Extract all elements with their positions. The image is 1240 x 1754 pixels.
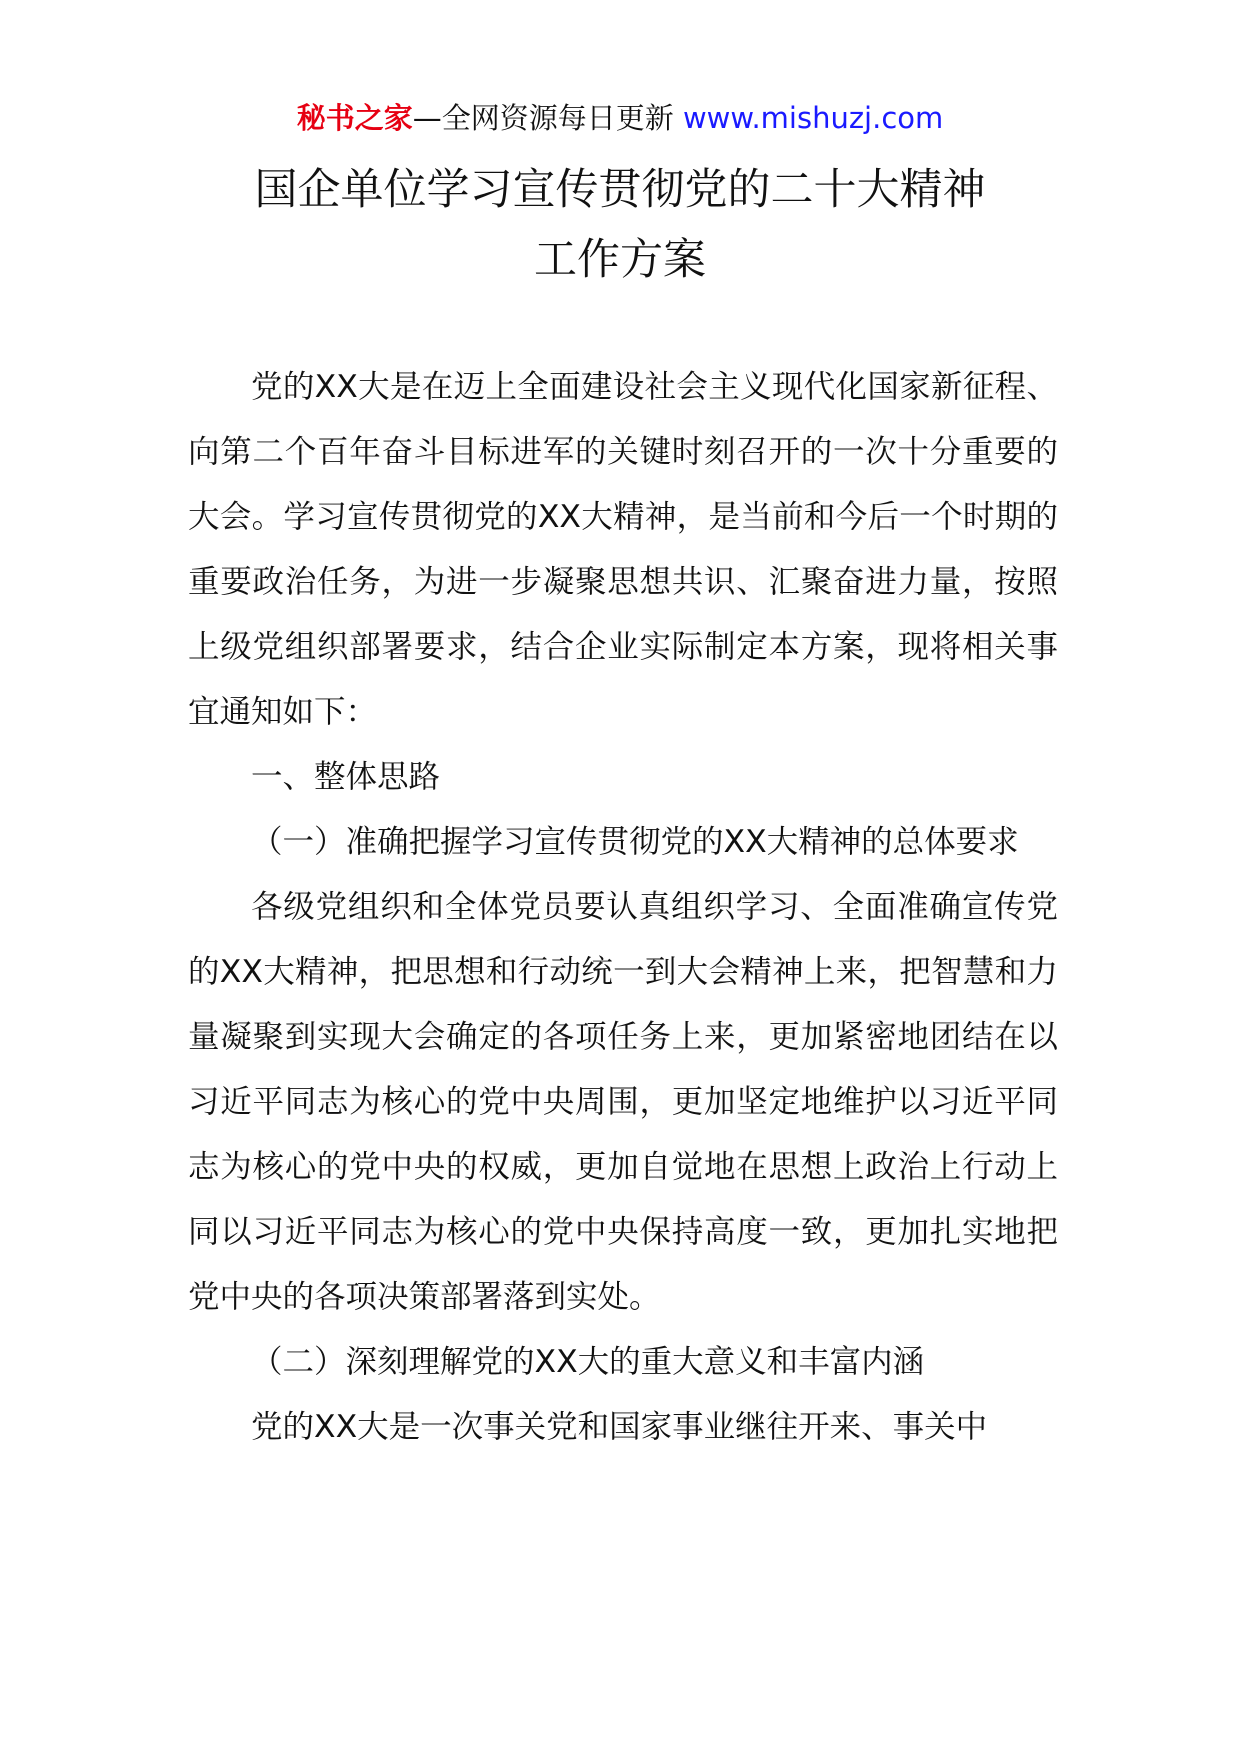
subsection-heading-2: （二）深刻理解党的XX大的重大意义和丰富内涵 (251, 1344, 925, 1380)
section-heading-1: 一、整体思路 (251, 759, 441, 795)
header-tagline: —全网资源每日更新 (412, 101, 683, 135)
body-paragraph-2: 党的XX大是一次事关党和国家事业继往开来、事关中 (251, 1409, 988, 1445)
site-url-link[interactable]: www.mishuzj.com (682, 101, 944, 135)
brand-name: 秘书之家 (296, 101, 413, 135)
document-title-line-1: 国企单位学习宣传贯彻党的二十大精神 (254, 165, 986, 215)
body-paragraph-1: 各级党组织和全体党员要认真组织学习、全面准确宣传党的XX大精神，把思想和行动统一到大会精神上来，把智慧和力量凝聚到实现大会确定的各项任务上来，更加紧密地团结在以习近平同志为核心的党中央周围，更加坚定地维护以习近平同志为核心的党中央的权威，更加自觉地在思想上政治上行动上同以习近平同志为核心的党中央保持高度一致，更加扎实地把党中央的各项决策部署落到实处。 (188, 889, 1058, 1315)
document-title-line-2: 工作方案 (534, 235, 706, 285)
intro-paragraph: 党的XX大是在迈上全面建设社会主义现代化国家新征程、向第二个百年奋斗目标进军的关键时刻召开的一次十分重要的大会。学习宣传贯彻党的XX大精神，是当前和今后一个时期的重要政治任务，为进一步凝聚思想共识、汇聚奋进力量，按照上级党组织部署要求，结合企业实际制定本方案，现将相关事宜通知如下： (188, 369, 1058, 730)
subsection-heading-1: （一）准确把握学习宣传贯彻党的XX大精神的总体要求 (251, 824, 1019, 860)
site-header (0, 98, 1240, 138)
document-body (188, 355, 1058, 1460)
